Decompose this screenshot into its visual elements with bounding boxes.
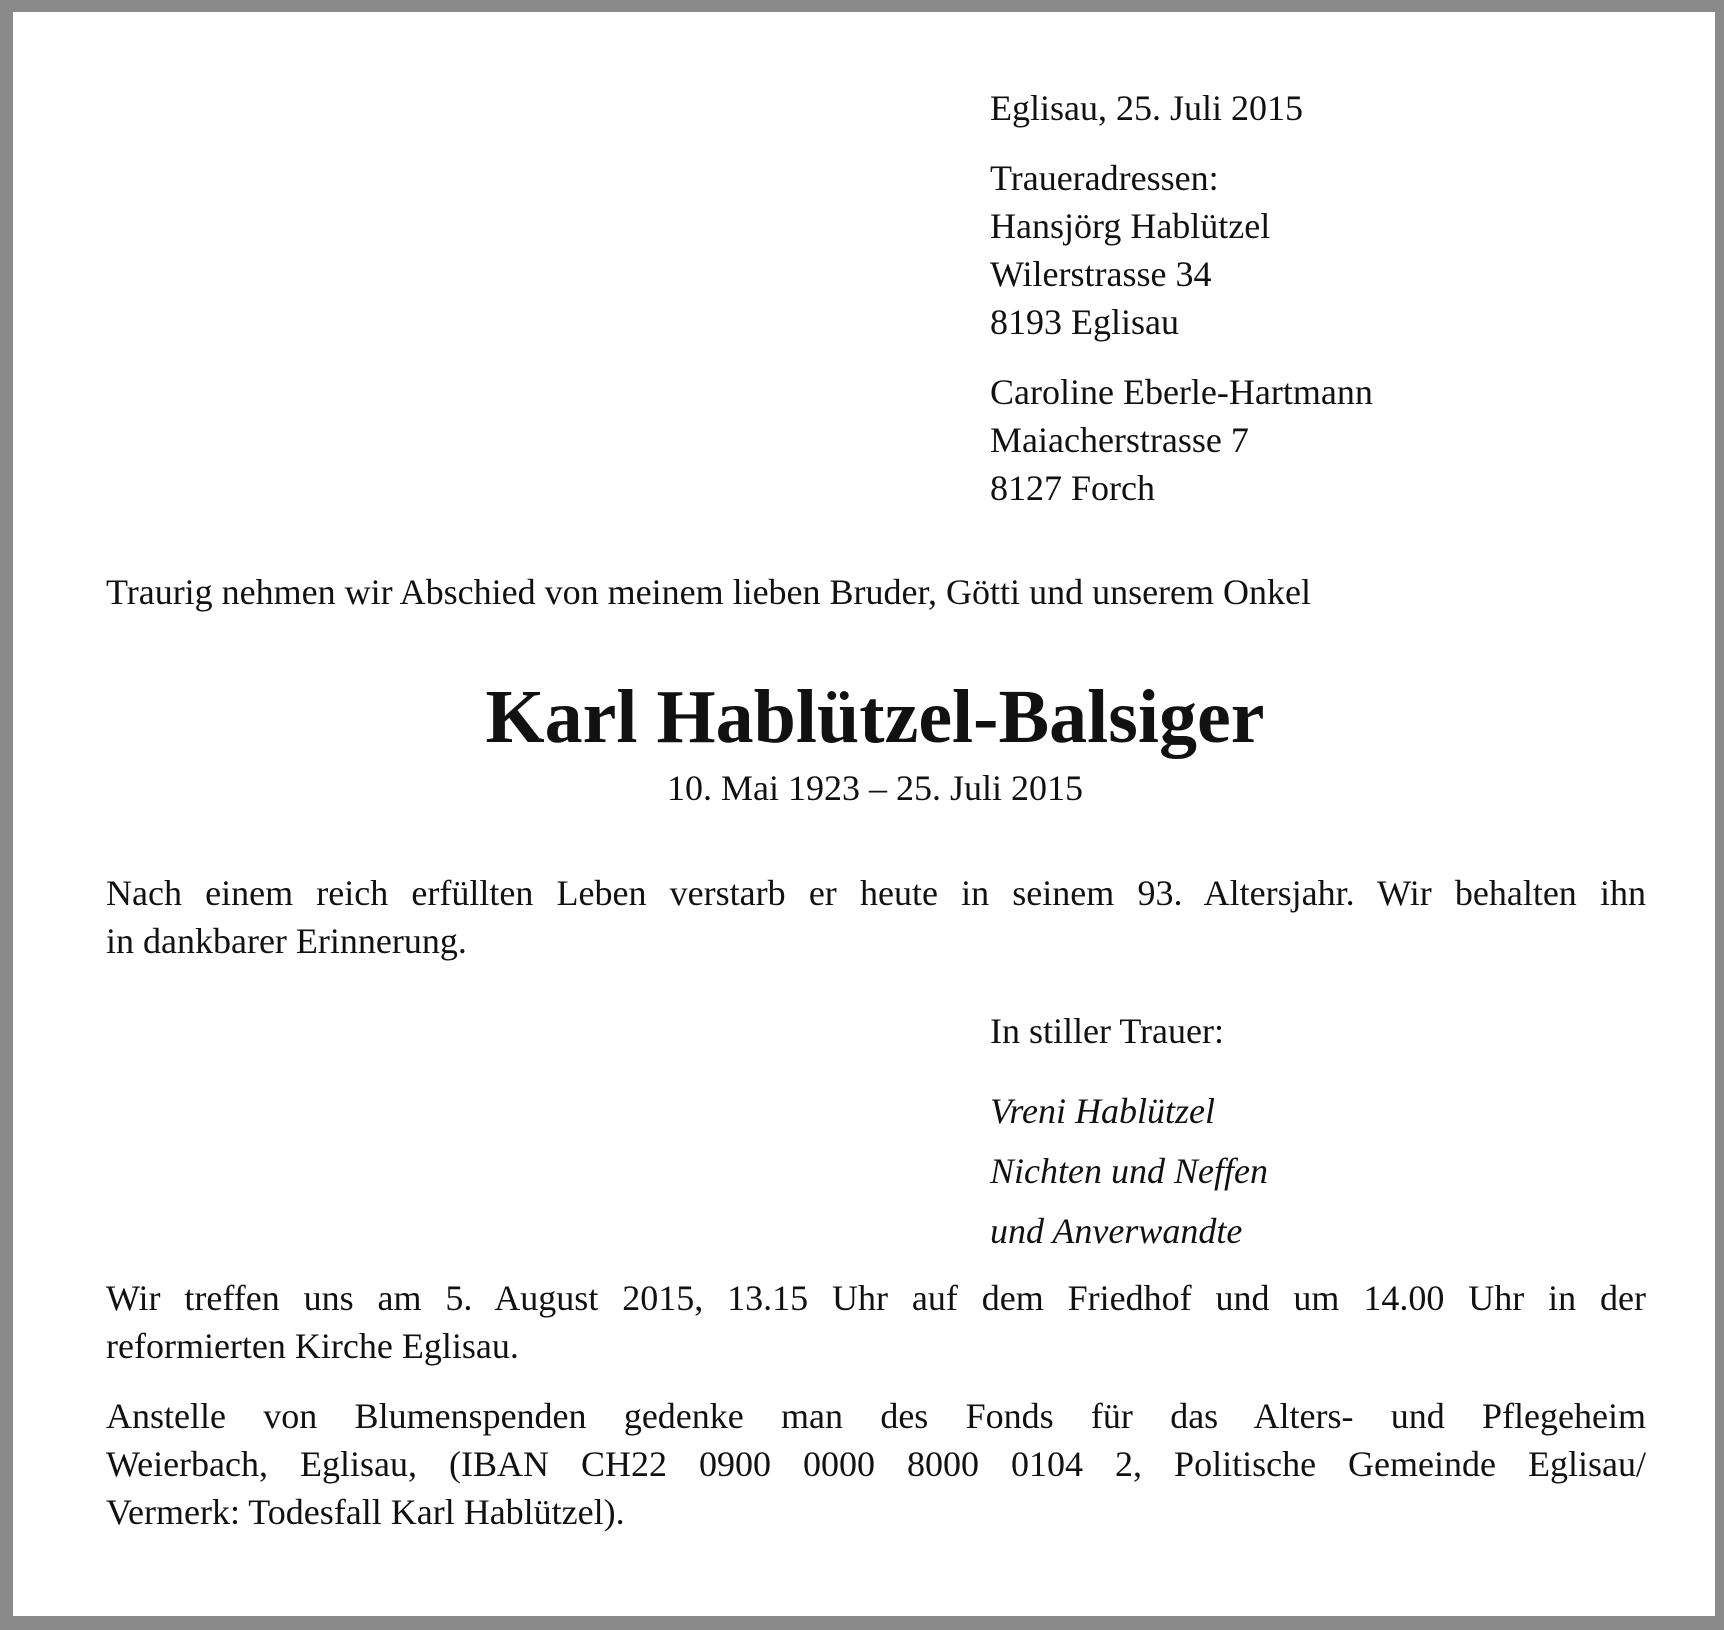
service-paragraph — [106, 1274, 1646, 1370]
address1-city: 8193 Eglisau — [990, 302, 1179, 342]
mourners-label-text: In stiller Trauer: — [990, 1011, 1224, 1051]
address2-name: Caroline Eberle-Hartmann — [990, 372, 1373, 412]
addresses-block — [990, 154, 1270, 346]
life-line-1: Nach einem reich erfüllten Leben verstarb er heute in seinem 93. Altersjahr. Wir behalten ihn — [106, 873, 1646, 913]
mourner-name-1: Vreni Hablützel — [990, 1091, 1215, 1131]
service-line-2: reformierten Kirche Eglisau. — [106, 1326, 519, 1366]
address2-city: 8127 Forch — [990, 468, 1155, 508]
service-line-1: Wir treffen uns am 5. August 2015, 13.15 Uhr auf dem Friedhof und um 14.00 Uhr in der — [106, 1278, 1646, 1318]
address1-name: Hansjörg Hablützel — [990, 206, 1271, 246]
address2-block — [990, 368, 1373, 512]
life-line-2: in dankbarer Erinnerung. — [106, 921, 467, 961]
place-date-text: Eglisau, 25. Juli 2015 — [990, 88, 1303, 128]
life-paragraph — [106, 869, 1646, 965]
place-date — [990, 84, 1303, 132]
mourners-names — [990, 1081, 1268, 1261]
address2-street: Maiacherstrasse 7 — [990, 420, 1249, 460]
address1-street: Wilerstrasse 34 — [990, 254, 1212, 294]
deceased-dates: 10. Mai 1923 – 25. Juli 2015 — [666, 768, 1083, 808]
donation-line-1: Anstelle von Blumenspenden gedenke man des Fonds für das Alters- und Pflegeheim — [106, 1396, 1646, 1436]
mourners-label — [990, 1007, 1224, 1055]
addresses-label: Traueradressen: — [990, 158, 1219, 198]
mourner-name-3: und Anverwandte — [990, 1211, 1243, 1251]
intro-text: Traurig nehmen wir Abschied von meinem lieben Bruder, Götti und unserem Onkel — [106, 572, 1311, 612]
deceased-name: Karl Hablützel-Balsiger — [485, 675, 1265, 759]
donation-paragraph — [106, 1392, 1646, 1536]
mourner-name-2: Nichten und Neffen — [990, 1151, 1268, 1191]
donation-line-3: Vermerk: Todesfall Karl Hablützel). — [106, 1492, 625, 1532]
donation-line-2: Weierbach, Eglisau, (IBAN CH22 0900 0000 8000 0104 2, Politische Gemeinde Eglisau/ — [106, 1444, 1646, 1484]
